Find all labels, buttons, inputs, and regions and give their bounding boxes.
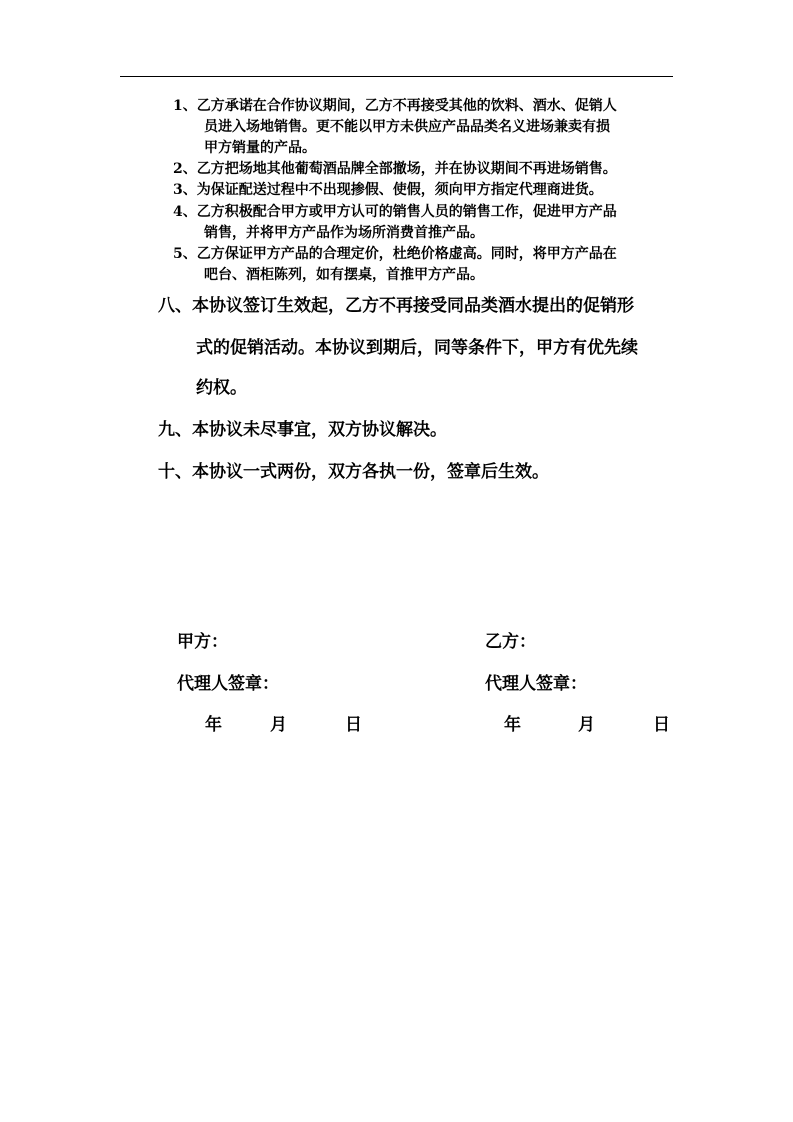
item-number: 1、 bbox=[173, 98, 197, 114]
item-number: 3、 bbox=[173, 182, 197, 198]
clause-line: 八、本协议签订生效起，乙方不再接受同品类酒水提出的促销形 bbox=[158, 296, 634, 316]
item-line: 乙方承诺在合作协议期间，乙方不再接受其他的饮料、酒水、促销人 bbox=[196, 98, 617, 114]
item-line: 为保证配送过程中不出现掺假、使假，须向甲方指定代理商进货。 bbox=[196, 182, 603, 198]
party-a-agent-signature-label: 代理人签章： bbox=[177, 674, 279, 694]
party-b-label: 乙方： bbox=[485, 632, 536, 652]
item-number: 5、 bbox=[173, 246, 197, 262]
party-a-year-label: 年 bbox=[205, 715, 222, 735]
clause-10: 十、本协议一式两份，双方各执一份，签章后生效。 bbox=[158, 462, 549, 482]
item-line: 乙方保证甲方产品的合理定价，杜绝价格虚高。同时，将甲方产品在 bbox=[196, 246, 617, 262]
item-line: 甲方销量的产品。 bbox=[204, 140, 316, 156]
header-rule bbox=[120, 76, 673, 77]
item-line: 乙方把场地其他葡萄酒品牌全部撤场，并在协议期间不再进场销售。 bbox=[196, 161, 617, 177]
item-line: 乙方积极配合甲方或甲方认可的销售人员的销售工作，促进甲方产品 bbox=[196, 204, 617, 220]
clause-line: 式的促销活动。本协议到期后，同等条件下，甲方有优先续 bbox=[196, 338, 638, 358]
party-b-month-label: 月 bbox=[578, 715, 595, 735]
party-a-label: 甲方： bbox=[177, 632, 228, 652]
party-a-month-label: 月 bbox=[270, 715, 287, 735]
clause-9: 九、本协议未尽事宜，双方协议解决。 bbox=[158, 420, 447, 440]
item-line: 员进入场地销售。更不能以甲方未供应产品品类名义进场兼卖有损 bbox=[204, 119, 610, 135]
party-b-agent-signature-label: 代理人签章： bbox=[485, 674, 587, 694]
item-number: 2、 bbox=[173, 161, 197, 177]
item-number: 4、 bbox=[173, 204, 197, 220]
clause-line: 约权。 bbox=[196, 378, 247, 398]
item-line: 吧台、酒柜陈列，如有摆桌，首推甲方产品。 bbox=[204, 267, 484, 283]
item-line: 销售，并将甲方产品作为场所消费首推产品。 bbox=[204, 225, 484, 241]
party-b-day-label: 日 bbox=[653, 715, 670, 735]
party-a-day-label: 日 bbox=[345, 715, 362, 735]
party-b-year-label: 年 bbox=[504, 715, 521, 735]
